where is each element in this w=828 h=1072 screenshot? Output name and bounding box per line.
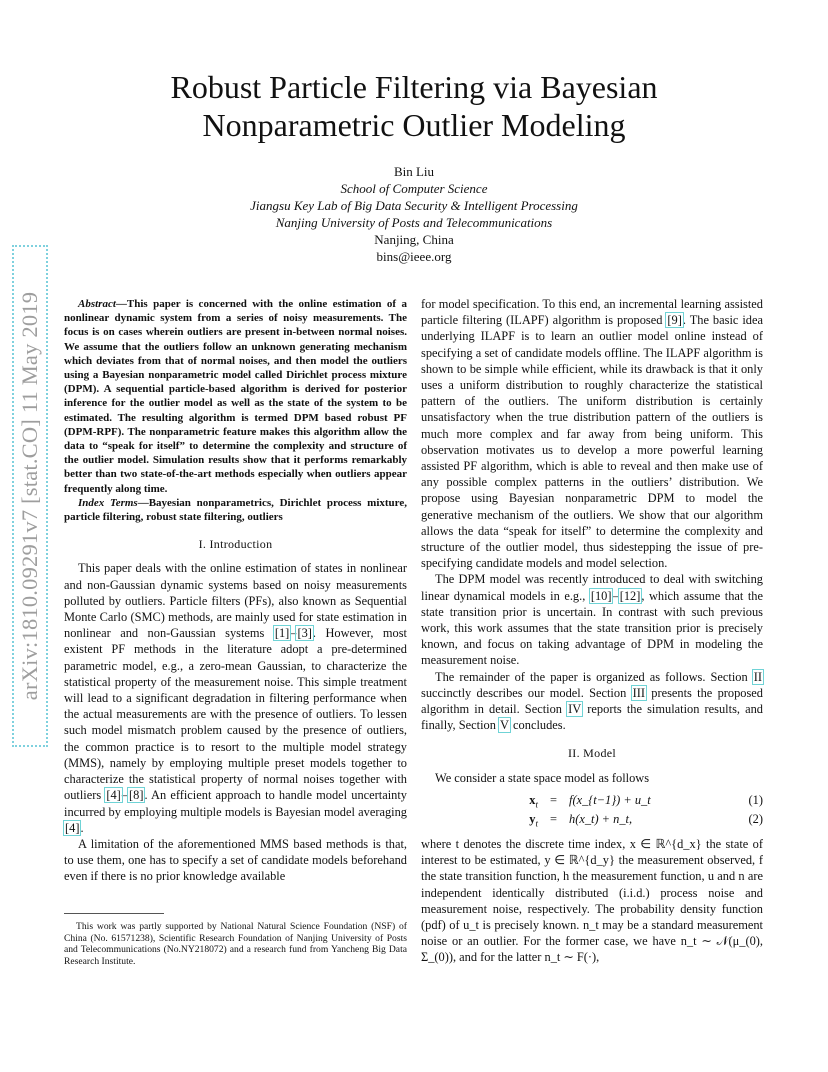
intro-p5-text-d: reports the simulation results, and finally, Section [421, 702, 764, 733]
intro-paragraph-4 [421, 571, 763, 668]
equation-2-lhs-sub: t [535, 818, 538, 829]
intro-p5-text-a: The remainder of the paper is organized as follows. Section [435, 669, 753, 684]
intro-p1-text-d: . [80, 820, 84, 835]
abstract-text: —This paper is concerned with the online estimation of a nonlinear dynamic system from a series of noisy measurements. The focus is on cases wherein outliers are present in-between normal noises. We assume that the outliers follow an unknown generating mechanism which deviates from that of normal noises, and then model the outliers using a Bayesian nonparametric model called Dirichlet process mixture (DPM). A sequential particle-based algorithm is derived for posterior inference for the outlier model as well as the state of the system to be estimated. The resulting algorithm is termed DPM based robust PF (DPM-RPF). The nonparametric feature makes this algorithm allow the data to “speak for itself” to determine the complexity and structure of the outlier model. Simulation results show that it performs remarkably better than two state-of-the-art methods especially when outliers appear frequently along time. [64, 298, 407, 495]
equation-1-equals: = [550, 792, 557, 807]
section-heading-model: II. Model [567, 746, 617, 761]
equation-2 [421, 811, 763, 830]
footnote-rule [64, 913, 164, 914]
left-column [64, 297, 407, 885]
model-description: where t denotes the discrete time index, x ∈ ℝ^{d_x} the state of interest to be estimated, y ∈ ℝ^{d_y} the measurement observed, f the state transition function, h the measurement function, u and n are independent identically distributed (i.i.d.) process noise and measurement noise, respectively. The probability density function (pdf) of u_t is precisely known. n_t may be a standard measurement noise or an outlier. For the former case, we have n_t ∼ 𝒩(μ_(0), Σ_(0)), and for the latter n_t ∼ F(·), [421, 836, 763, 965]
citation-dash: – [290, 626, 297, 641]
intro-p5-text-c: presents the proposed algorithm in detail. Section [421, 685, 763, 717]
title-line-2: Nonparametric Outlier Modeling [202, 107, 626, 143]
section-heading-introduction: I. Introduction [198, 537, 273, 552]
intro-p5-text-e: concludes. [509, 718, 566, 733]
equation-1 [421, 792, 763, 811]
equation-1-number: (1) [748, 792, 763, 807]
intro-paragraph-1 [64, 560, 407, 835]
intro-paragraph-3 [421, 296, 763, 571]
citation-link[interactable]: [4] [65, 820, 80, 835]
intro-p3-text-b: . The basic idea underlying ILAPF is to learn an outlier model online instead of specifying a set of candidate models offline. The ILAPF algorithm is shown to be simple while efficient, while its drawback is that it only uses a uniform distribution to roughly characterize the statistical pattern of the outliers. The uniform distribution is certainly unsatisfactory when the true distribution pattern of the outliers is much more complex and far away from being uniform. This observation motivates us to develop a more powerful learning assisted PF algorithm, which is able to reveal and then make use of any possible complex patterns in the outliers’ distribution. We propose using Bayesian nonparametric DPM to model the generative mechanism of the outliers. We show that our algorithm allows the data “speak for itself” to determine the complexity and structure of the outlier model, thus sidestepping the issue of pre-specifying candidate models and model selection. [421, 313, 763, 571]
section-ref-link[interactable]: II [753, 669, 762, 684]
section-ref-link[interactable]: V [500, 718, 509, 733]
intro-paragraph-5 [421, 669, 763, 734]
section-ref-link[interactable]: IV [568, 702, 582, 717]
paper-title [100, 68, 728, 144]
right-column [421, 296, 763, 966]
index-terms-text: —Bayesian nonparametrics, Dirichlet process mixture, particle filtering, robust state filtering, outliers [64, 496, 407, 524]
author-email[interactable]: bins@ieee.org [376, 249, 452, 264]
equation-1-lhs-sub: t [535, 799, 538, 810]
citation-link[interactable]: [12] [619, 588, 641, 603]
author-affiliation-2: Jiangsu Key Lab of Big Data Security & Intelligent Processing [250, 198, 578, 213]
intro-paragraph-2: A limitation of the aforementioned MMS based methods is that, to use them, one has to specify a set of candidate models beforehand even if there is no prior knowledge available [64, 836, 407, 884]
author-name: Bin Liu [393, 164, 435, 179]
intro-p4-text-b: , which assume that the state transition prior is uncertain. In contrast with such previous work, this work assumes that the state transition prior is precisely known, and focus on taking advantage of DPM in modeling the measurement noise. [421, 588, 763, 668]
citation-link[interactable]: [3] [297, 626, 312, 641]
citation-dash: – [121, 788, 128, 803]
equation-2-number: (2) [748, 811, 763, 826]
intro-p4-text-a: The DPM model was recently introduced to deal with switching linear dynamical models in e.g., [421, 572, 763, 603]
citation-dash: – [612, 588, 619, 603]
equation-2-lhs-symbol: y [529, 811, 536, 826]
model-intro: We consider a state space model as follows [435, 770, 650, 785]
equation-2-rhs: h(x_t) + n_t, [569, 811, 633, 826]
citation-link[interactable]: [1] [274, 626, 290, 641]
arxiv-stamp [12, 245, 48, 747]
citation-link[interactable]: [4] [106, 788, 121, 803]
author-affiliation-1: School of Computer Science [340, 181, 488, 196]
citation-link[interactable]: [8] [129, 788, 144, 803]
abstract [64, 297, 407, 496]
intro-p1-text-a: This paper deals with the online estimation of states in nonlinear and non-Gaussian dynamic systems based on noisy measurements polluted by outliers. Particle filters (PFs), also known as Sequential Monte Carlo (SMC) methods, are mainly used for state estimation in nonlinear and non-Gaussian systems [64, 561, 407, 641]
author-location: Nanjing, China [374, 232, 454, 247]
title-line-1: Robust Particle Filtering via Bayesian [170, 69, 658, 105]
arxiv-identifier: arXiv:1810.09291v7 [stat.CO] 11 May 2019 [17, 291, 42, 701]
author-block [140, 163, 688, 265]
intro-p1-text-b: . However, most existent PF methods in the literature adopt a pre-determined parametric model, e.g., a zero-mean Gaussian, to characterize the statistical property of the measurement noise. This simple treatment will lead to a significant degradation in filtering performance when the actual measurements are with the presence of outliers. To lessen such model mismatch problem caused by the presence of outliers, the common practice is to resort to the multiple model strategy (MMS), namely by employing multiple preset models together to characterize the statistical property of normal noises together with outliers [64, 626, 408, 803]
intro-p5-text-b: succinctly describes our model. Section [421, 685, 632, 700]
author-affiliation-3: Nanjing University of Posts and Telecommunications [275, 215, 553, 230]
equation-2-lhs [421, 811, 538, 832]
index-terms [64, 496, 407, 524]
intro-p3-text-a: for model specification. To this end, an incremental learning assisted particle filtering (ILAPF) algorithm is proposed [421, 297, 763, 328]
index-terms-label: Index Terms [78, 496, 138, 509]
citation-link[interactable]: [9] [667, 313, 682, 328]
citation-link[interactable]: [10] [590, 588, 612, 603]
abstract-label: Abstract [78, 298, 116, 310]
equation-2-equals: = [550, 811, 557, 826]
equation-1-lhs [421, 792, 538, 813]
equation-block [421, 792, 763, 830]
section-ref-link[interactable]: III [632, 685, 645, 700]
intro-p1-text-c: . An efficient approach to handle model uncertainty incurred by employing multiple models is Bayesian model averaging [64, 788, 407, 819]
equation-1-rhs: f(x_{t−1}) + u_t [569, 792, 651, 807]
funding-footnote: This work was partly supported by National Natural Science Foundation (NSF) of China (No. 61571238), Scientific Research Foundation of Nanjing University of Posts and Telecommunications (No.NY218072) and a research fund from Yancheng Big Data Research Institute. [64, 921, 407, 967]
equation-1-lhs-symbol: x [529, 792, 536, 807]
